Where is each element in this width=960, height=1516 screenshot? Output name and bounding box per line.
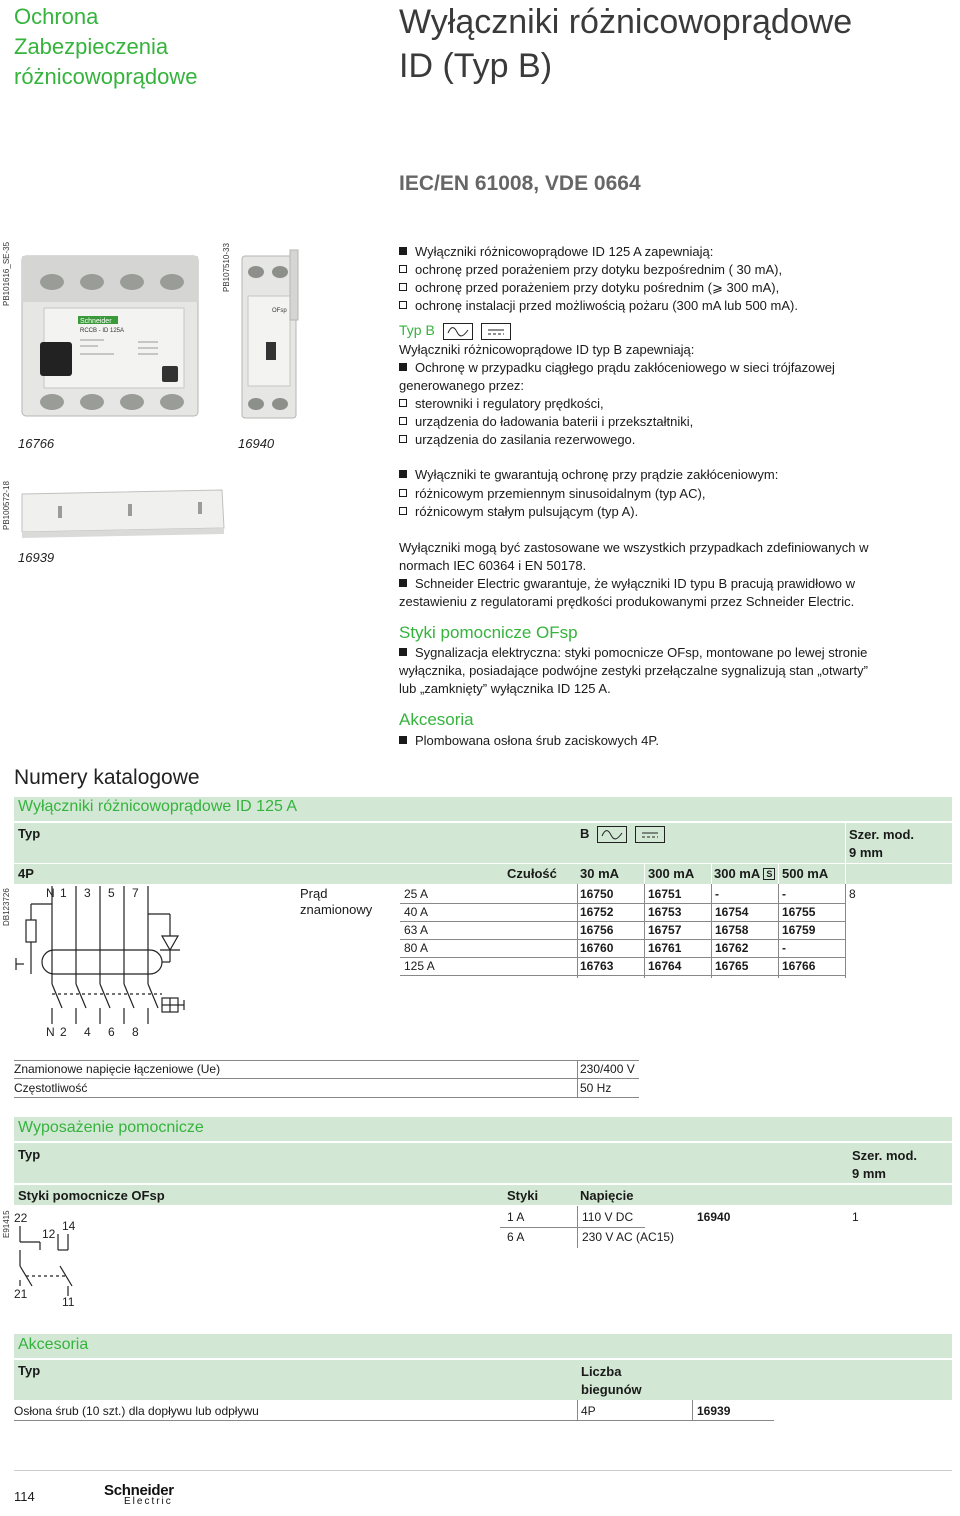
intro-item: ochronę przed porażeniem przy dotyku pośrednim (⩾ 300 mA), [399,279,779,296]
catalog-heading: Numery katalogowe [14,766,200,789]
aux-row-voltage: 110 V DC [582,1210,634,1224]
ac-symbol-icon [597,826,627,843]
catalog-ref: 16766 [782,959,816,973]
rated-current: 25 A [404,887,429,901]
aux-sub-label: Styki pomocnicze OFsp [18,1188,165,1203]
voltage-label: Znamionowe napięcie łączeniowe (Ue) [14,1062,221,1076]
terminal-top-5: 5 [108,886,115,900]
terminal-21: 21 [14,1287,28,1301]
catalog-ref: - [782,941,786,955]
terminal-top-n: N [46,886,55,900]
acc-col-poles: Liczba biegunów [581,1364,642,1397]
photo-label-16940: 16940 [238,436,275,451]
accessories-heading: Akcesoria [399,710,474,729]
ac-symbol-icon [443,323,473,340]
photo-code-3: PB100572-18 [2,481,11,530]
guarantee-item: różnicowym stałym pulsującym (typ A). [399,503,638,520]
rated-current: 63 A [404,923,429,937]
aux-col-voltage: Napięcie [580,1188,634,1203]
rccb-wiring-diagram [12,884,192,1044]
accessories-item: Plombowana osłona śrub zaciskowych 4P. [399,732,659,749]
aux-row-voltage: 230 V AC (AC15) [582,1230,675,1244]
norms-line1: Wyłączniki mogą być zastosowane we wszystkich przypadkach zdefiniowanych w [399,540,869,555]
catalog-ref: 16762 [715,941,749,955]
catalog-band-title: Wyłączniki różnicowoprądowe ID 125 A [18,798,298,815]
poles: 4P [18,866,34,881]
catalog-ref: - [715,887,719,901]
ofsp-line2: wyłącznika, posiadające podwójne zestyki przełączalne sygnalizują stan „otwarty” [399,663,868,678]
schneider-logo: Schneider Electric [104,1482,174,1507]
aux-col-width: Szer. mod. 9 mm [852,1148,918,1181]
intro-item: ochronę przed porażeniem przy dotyku bezpośrednim ( 30 mA), [399,261,782,278]
terminal-12: 12 [42,1227,56,1241]
terminal-22: 22 [14,1211,28,1225]
catalog-ref: 16760 [580,941,614,955]
terminal-14: 14 [62,1219,76,1233]
rated-current: 80 A [404,941,429,955]
typb-heading: Typ B [399,322,511,340]
freq-value: 50 Hz [580,1081,612,1095]
terminal-bottom-n: N [46,1025,55,1039]
cover-photo [18,484,226,544]
sensitivity-label: Czułość [507,866,557,881]
acc-item: Osłona śrub (10 szt.) dla dopływu lub odpływu [14,1404,259,1418]
acc-band [14,1334,952,1358]
catalog-ref: - [782,887,786,901]
catalog-ref: 16751 [648,887,682,901]
aux-col-typ: Typ [18,1147,41,1162]
typb-item: urządzenia do zasilania rezerwowego. [399,431,635,448]
acc-ref: 16939 [697,1404,731,1418]
intro-item: ochronę instalacji przed możliwością pożaru (300 mA lub 500 mA). [399,297,798,314]
catalog-ref: 16756 [580,923,614,937]
intro-lead: Wyłączniki różnicowoprądowe ID 125 A zapewniają: [399,243,713,260]
typb-item: sterowniki i regulatory prędkości, [399,395,604,412]
typb-point: Ochronę w przypadku ciągłego prądu zakłóceniowego w sieci trójfazowej [399,359,835,376]
rated-label: Prąd znamionowy [300,886,373,917]
standards: IEC/EN 61008, VDE 0664 [399,172,641,195]
col-typ: Typ [18,826,41,841]
section-title-line1: Ochrona [14,4,99,29]
aux-header-band [14,1143,952,1183]
sensitivity-2: 300 mA [648,866,695,881]
aux-diagram-code: E91415 [2,1210,11,1238]
acc-poles: 4P [581,1404,596,1418]
typb-item: urządzenia do ładowania baterii i przekształtniki, [399,413,693,430]
sensitivity-1: 30 mA [580,866,620,881]
col-width: Szer. mod. 9 mm [849,827,915,860]
aux-width-value: 1 [852,1210,859,1224]
ofsp-heading: Styki pomocnicze OFsp [399,623,578,642]
ofsp-label: OFsp [272,308,287,314]
aux-contact-diagram [12,1206,102,1314]
ofsp-line1: Sygnalizacja elektryczna: styki pomocnicze OFsp, montowane po lewej stronie [399,644,867,661]
page-title-line2: ID (Typ B) [399,47,553,85]
catalog-header-band [14,823,952,863]
catalog-width-value: 8 [849,887,856,901]
terminal-bottom-8: 8 [132,1025,139,1039]
acc-col-typ: Typ [18,1363,41,1378]
sensitivity-4: 500 mA [782,866,829,881]
catalog-ref: 16758 [715,923,749,937]
diagram-code: DB123726 [2,888,11,926]
catalog-ref: 16753 [648,905,682,919]
terminal-bottom-2: 2 [60,1025,67,1039]
catalog-ref: 16765 [715,959,749,973]
page-number: 114 [14,1489,35,1504]
guarantee-lead: Wyłączniki te gwarantują ochronę przy prądzie zakłóceniowym: [399,466,778,483]
device-model: RCCB - ID 125A [80,328,125,334]
norms-line4: zestawieniu z regulatorami prędkości produkowanymi przez Schneider Electric. [399,594,855,609]
photo-label-16766: 16766 [18,436,55,451]
photo-label-16939: 16939 [18,550,55,565]
catalog-ref: 16757 [648,923,682,937]
section-title [14,2,197,92]
catalog-ref: 16755 [782,905,816,919]
norms-line3: Schneider Electric gwarantuje, że wyłączniki ID typu B pracują prawidłowo w [399,575,855,592]
catalog-ref: 16763 [580,959,614,973]
photo-code-2: PB107510-33 [222,243,231,292]
aux-col-contacts: Styki [507,1188,539,1203]
sensitivity-3: 300 mA S [714,866,775,881]
catalog-ref: 16759 [782,923,816,937]
freq-label: Częstotliwość [14,1081,88,1095]
terminal-11: 11 [62,1295,75,1309]
aux-row-contacts: 6 A [507,1230,525,1244]
acc-band-title: Akcesoria [18,1336,89,1353]
catalog-ref: 16754 [715,905,749,919]
aux-row-contacts: 1 A [507,1210,525,1224]
rated-current: 125 A [404,959,435,973]
ofsp-device-photo [236,246,302,430]
catalog-ref: 16752 [580,905,614,919]
page-title-line1: Wyłączniki różnicowoprądowe [399,3,853,41]
terminal-top-3: 3 [84,886,91,900]
aux-band-title: Wyposażenie pomocnicze [18,1119,204,1136]
page-title [399,0,852,88]
dc-symbol-icon [481,323,511,340]
terminal-bottom-4: 4 [84,1025,91,1039]
ofsp-line3: lub „zamknięty” wyłącznika ID 125 A. [399,681,611,696]
voltage-value: 230/400 V [580,1062,635,1076]
photo-code-1: PB101616_SE-35 [2,241,11,306]
acc-header-band [14,1360,952,1400]
section-title-line3: różnicowoprądowe [14,64,198,89]
rccb-device-photo [18,246,204,426]
dc-symbol-icon [635,826,665,843]
col-b: B [580,826,665,843]
guarantee-item: różnicowym przemiennym sinusoidalnym (typ AC), [399,485,705,502]
rated-current: 40 A [404,905,429,919]
terminal-top-1: 1 [60,886,67,900]
norms-line2: normach IEC 60364 i EN 50178. [399,558,587,573]
catalog-ref: 16750 [580,887,614,901]
aux-ref: 16940 [697,1210,731,1224]
terminal-bottom-6: 6 [108,1025,115,1039]
typb-point-cont: generowanego przez: [399,378,525,393]
device-brand: Schneider [80,318,112,325]
typb-lead: Wyłączniki różnicowoprądowe ID typ B zapewniają: [399,342,695,357]
catalog-ref: 16764 [648,959,682,973]
catalog-ref: 16761 [648,941,682,955]
selective-s-icon: S [763,868,775,880]
section-title-line2: Zabezpieczenia [14,34,169,59]
terminal-top-7: 7 [132,886,139,900]
